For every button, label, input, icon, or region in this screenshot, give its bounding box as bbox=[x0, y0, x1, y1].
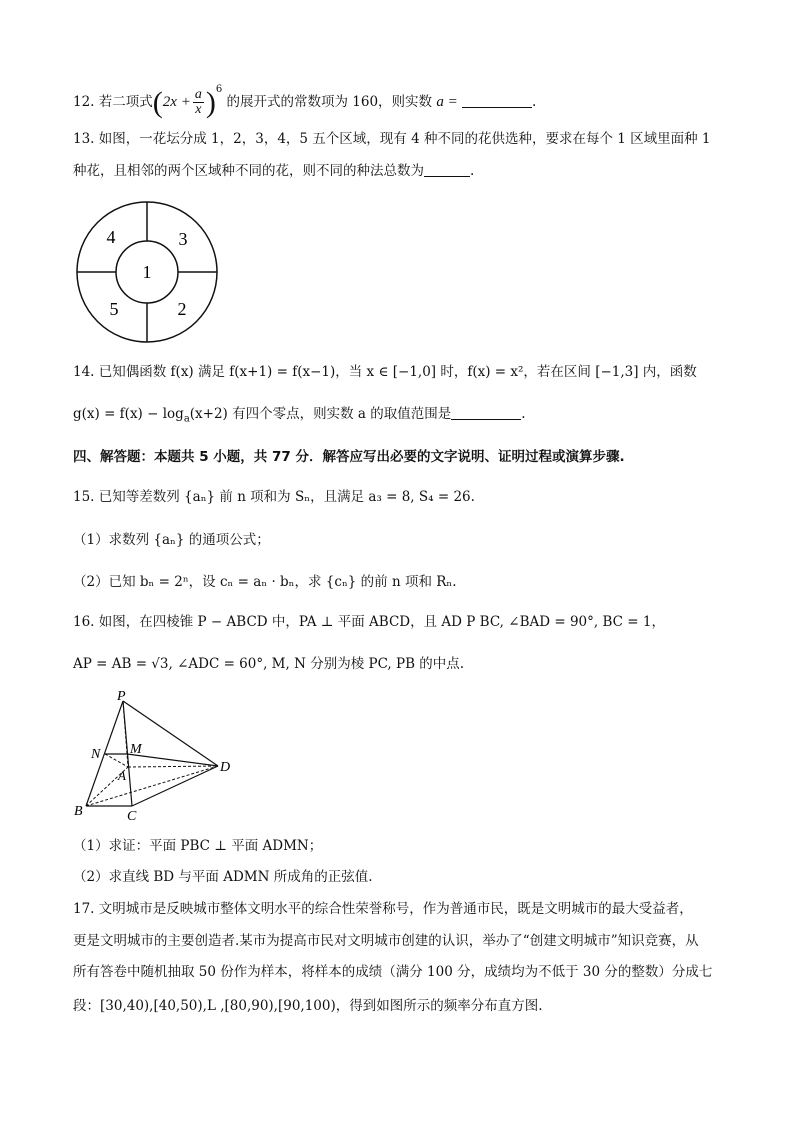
q12-end: . bbox=[532, 94, 537, 110]
q12-expr: 2x + bbox=[162, 94, 191, 110]
q16-part1: （1）求证：平面 PBC ⊥ 平面 ADMN； bbox=[73, 838, 323, 854]
left-paren: ( bbox=[152, 86, 163, 119]
q17-line1: 17. 文明城市是反映城市整体文明水平的综合性荣誉称号，作为普通市民，既是文明城市的最大受益者， bbox=[73, 901, 693, 917]
label-P: P bbox=[117, 689, 126, 704]
q17-line3: 所有答卷中随机抽取 50 份作为样本，将样本的成绩（满分 100 分，成绩均为不低于 30 分的整数）分成七 bbox=[73, 964, 713, 980]
question-14-line2 bbox=[73, 404, 526, 430]
q14-answer-blank[interactable] bbox=[451, 405, 521, 420]
q13-end: . bbox=[470, 163, 475, 179]
region-4-label: 4 bbox=[106, 227, 116, 247]
label-B: B bbox=[74, 804, 83, 819]
q13-line2-text: 种花，且相邻的两个区域种不同的花，则不同的种法总数为 bbox=[73, 163, 424, 179]
label-A: A bbox=[118, 768, 126, 783]
q14-line1: 14. 已知偶函数 f(x) 满足 f(x+1) = f(x−1)，当 x ∈ [−1,0] 时，f(x) = x²，若在区间 [−1,3] 内，函数 bbox=[73, 364, 697, 380]
region-3-label: 3 bbox=[178, 229, 188, 249]
q12-post: 的展开式的常数项为 160，则实数 bbox=[226, 94, 433, 110]
right-paren: ) bbox=[205, 86, 216, 119]
region-2-label: 2 bbox=[177, 299, 187, 319]
q15-part1: （1）求数列 {aₙ} 的通项公式； bbox=[73, 532, 270, 548]
q16-line1: 16. 如图，在四棱锥 P − ABCD 中，PA ⊥ 平面 ABCD，且 AD P BC, ∠BAD = 90°, BC = 1， bbox=[73, 614, 665, 630]
label-D: D bbox=[220, 760, 231, 775]
question-13-line2 bbox=[73, 161, 474, 181]
q14-end: . bbox=[521, 406, 526, 422]
q12-power: 6 bbox=[215, 84, 223, 95]
q16-line2: AP = AB = √3, ∠ADC = 60°, M, N 分别为棱 PC, PB 的中点. bbox=[73, 656, 465, 672]
q12-answer-blank[interactable] bbox=[462, 93, 532, 108]
q15-part2: （2）已知 bₙ = 2ⁿ，设 cₙ = aₙ · bₙ，求 {cₙ} 的前 n 项和 Rₙ. bbox=[73, 574, 457, 590]
q13-answer-blank[interactable] bbox=[424, 162, 470, 177]
region-5-label: 5 bbox=[109, 299, 119, 319]
section-heading: 四、解答题：本题共 5 小题，共 77 分．解答应写出必要的文字说明、证明过程或演算步骤. bbox=[73, 449, 625, 465]
q12-prefix: 若二项式 bbox=[98, 94, 153, 110]
q12-frac-den: x bbox=[195, 102, 202, 117]
q13-line1: 13. 如图，一花坛分成 1，2，3，4，5 五个区域，现有 4 种不同的花供选种，要求在每个 1 区域里面种 1 bbox=[73, 131, 711, 147]
q14-log-base: a bbox=[183, 413, 190, 425]
label-C: C bbox=[127, 809, 137, 823]
segment-BD bbox=[86, 766, 218, 806]
q15-line1: 15. 已知等差数列 {aₙ} 前 n 项和为 Sₙ，且满足 a₃ = 8, S₄ = 26. bbox=[73, 489, 475, 505]
q16-part2: （2）求直线 BD 与平面 ADMN 所成角的正弦值. bbox=[73, 869, 373, 885]
q12-number: 12. bbox=[73, 94, 95, 110]
pyramid-diagram bbox=[74, 688, 244, 823]
q17-line4: 段：[30,40),[40,50),L ,[80,90),[90,100)，得到如图所示的频率分布直方图. bbox=[73, 998, 543, 1014]
region-1-label: 1 bbox=[142, 262, 152, 282]
q17-line2: 更是文明城市的主要创造者.某市为提高市民对文明城市创建的认识，举办了“创建文明城市”知识竞赛，从 bbox=[73, 933, 699, 949]
q14-line2-text: g(x) = f(x) − log bbox=[73, 406, 184, 422]
label-M: M bbox=[130, 742, 142, 757]
edge-AD bbox=[128, 766, 218, 767]
q14-line2-rest: (x+2) 有四个零点，则实数 a 的取值范围是 bbox=[189, 406, 452, 422]
q12-fraction bbox=[193, 88, 204, 117]
q12-frac-num: a bbox=[194, 87, 202, 102]
label-N: N bbox=[91, 747, 101, 762]
edge-CD bbox=[132, 766, 218, 806]
question-12 bbox=[73, 80, 536, 117]
flower-bed-diagram bbox=[75, 200, 225, 348]
q12-var: a = bbox=[436, 94, 458, 110]
segment-NA bbox=[105, 754, 128, 767]
